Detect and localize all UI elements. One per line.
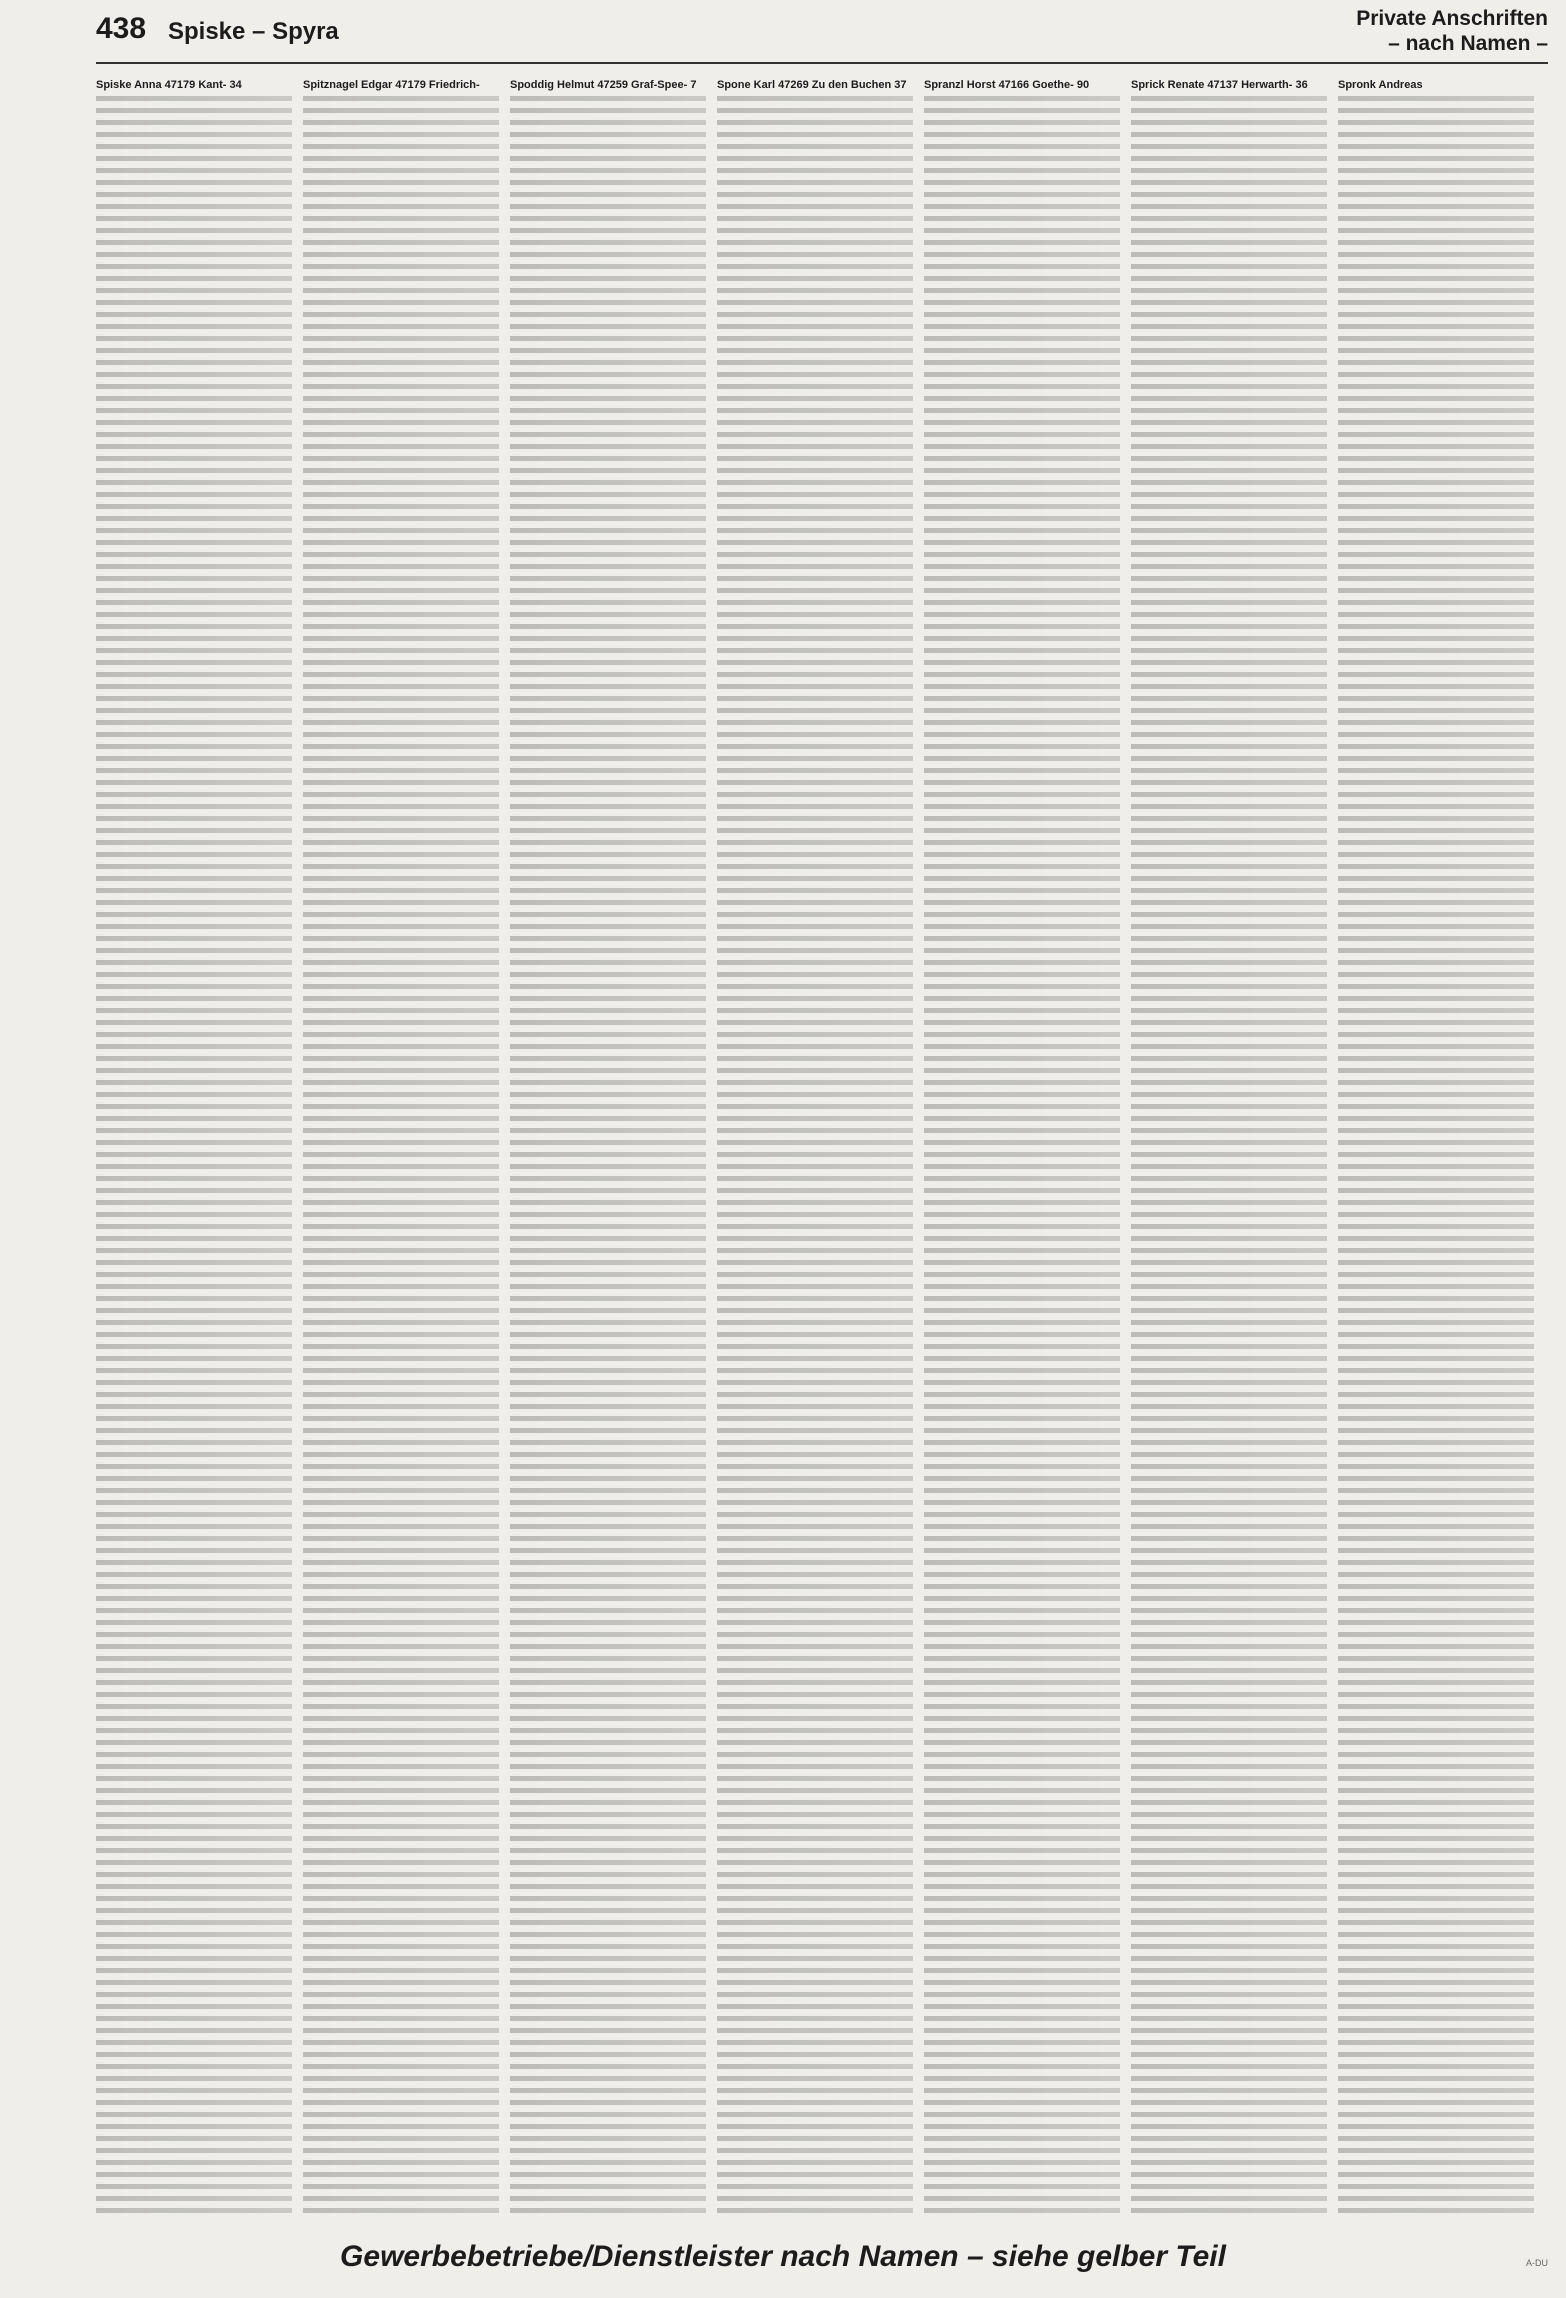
bottom-banner: Gewerbebetriebe/Dienstleister nach Namen – siehe gelber Teil xyxy=(340,2240,1226,2273)
section-title-line-1: Private Anschriften xyxy=(1356,7,1548,30)
column-heading-7: Spronk Andreas xyxy=(1338,79,1423,91)
directory-column-5 xyxy=(924,78,1120,2218)
directory-text-block-7 xyxy=(1338,96,1534,2218)
directory-column-4 xyxy=(717,78,913,2218)
page-number: 438 xyxy=(96,12,147,45)
directory-column-1 xyxy=(96,78,292,2218)
column-heading-6: Sprick Renate 47137 Herwarth- 36 xyxy=(1131,79,1308,91)
section-title xyxy=(1288,6,1548,56)
column-heading-1: Spiske Anna 47179 Kant- 34 xyxy=(96,79,242,91)
section-title-line-2: – nach Namen – xyxy=(1388,32,1548,55)
column-heading-4: Spone Karl 47269 Zu den Buchen 37 xyxy=(717,79,907,91)
directory-column-2 xyxy=(303,78,499,2218)
column-heading-3: Spoddig Helmut 47259 Graf-Spee- 7 xyxy=(510,79,697,91)
directory-column-6 xyxy=(1131,78,1327,2218)
directory-text-block-5 xyxy=(924,96,1120,2218)
directory-text-block-2 xyxy=(303,96,499,2218)
directory-text-block-3 xyxy=(510,96,706,2218)
directory-text-block-4 xyxy=(717,96,913,2218)
directory-columns xyxy=(96,78,1548,2218)
page-range: Spiske – Spyra xyxy=(168,18,339,45)
directory-text-block-1 xyxy=(96,96,292,2218)
directory-column-3 xyxy=(510,78,706,2218)
column-heading-2: Spitznagel Edgar 47179 Friedrich- xyxy=(303,79,480,91)
directory-column-7 xyxy=(1338,78,1534,2218)
page-header xyxy=(96,6,1548,64)
header-rule xyxy=(96,62,1548,64)
column-heading-5: Spranzl Horst 47166 Goethe- 90 xyxy=(924,79,1090,91)
corner-code: A-DU xyxy=(1526,2258,1548,2268)
directory-text-block-6 xyxy=(1131,96,1327,2218)
